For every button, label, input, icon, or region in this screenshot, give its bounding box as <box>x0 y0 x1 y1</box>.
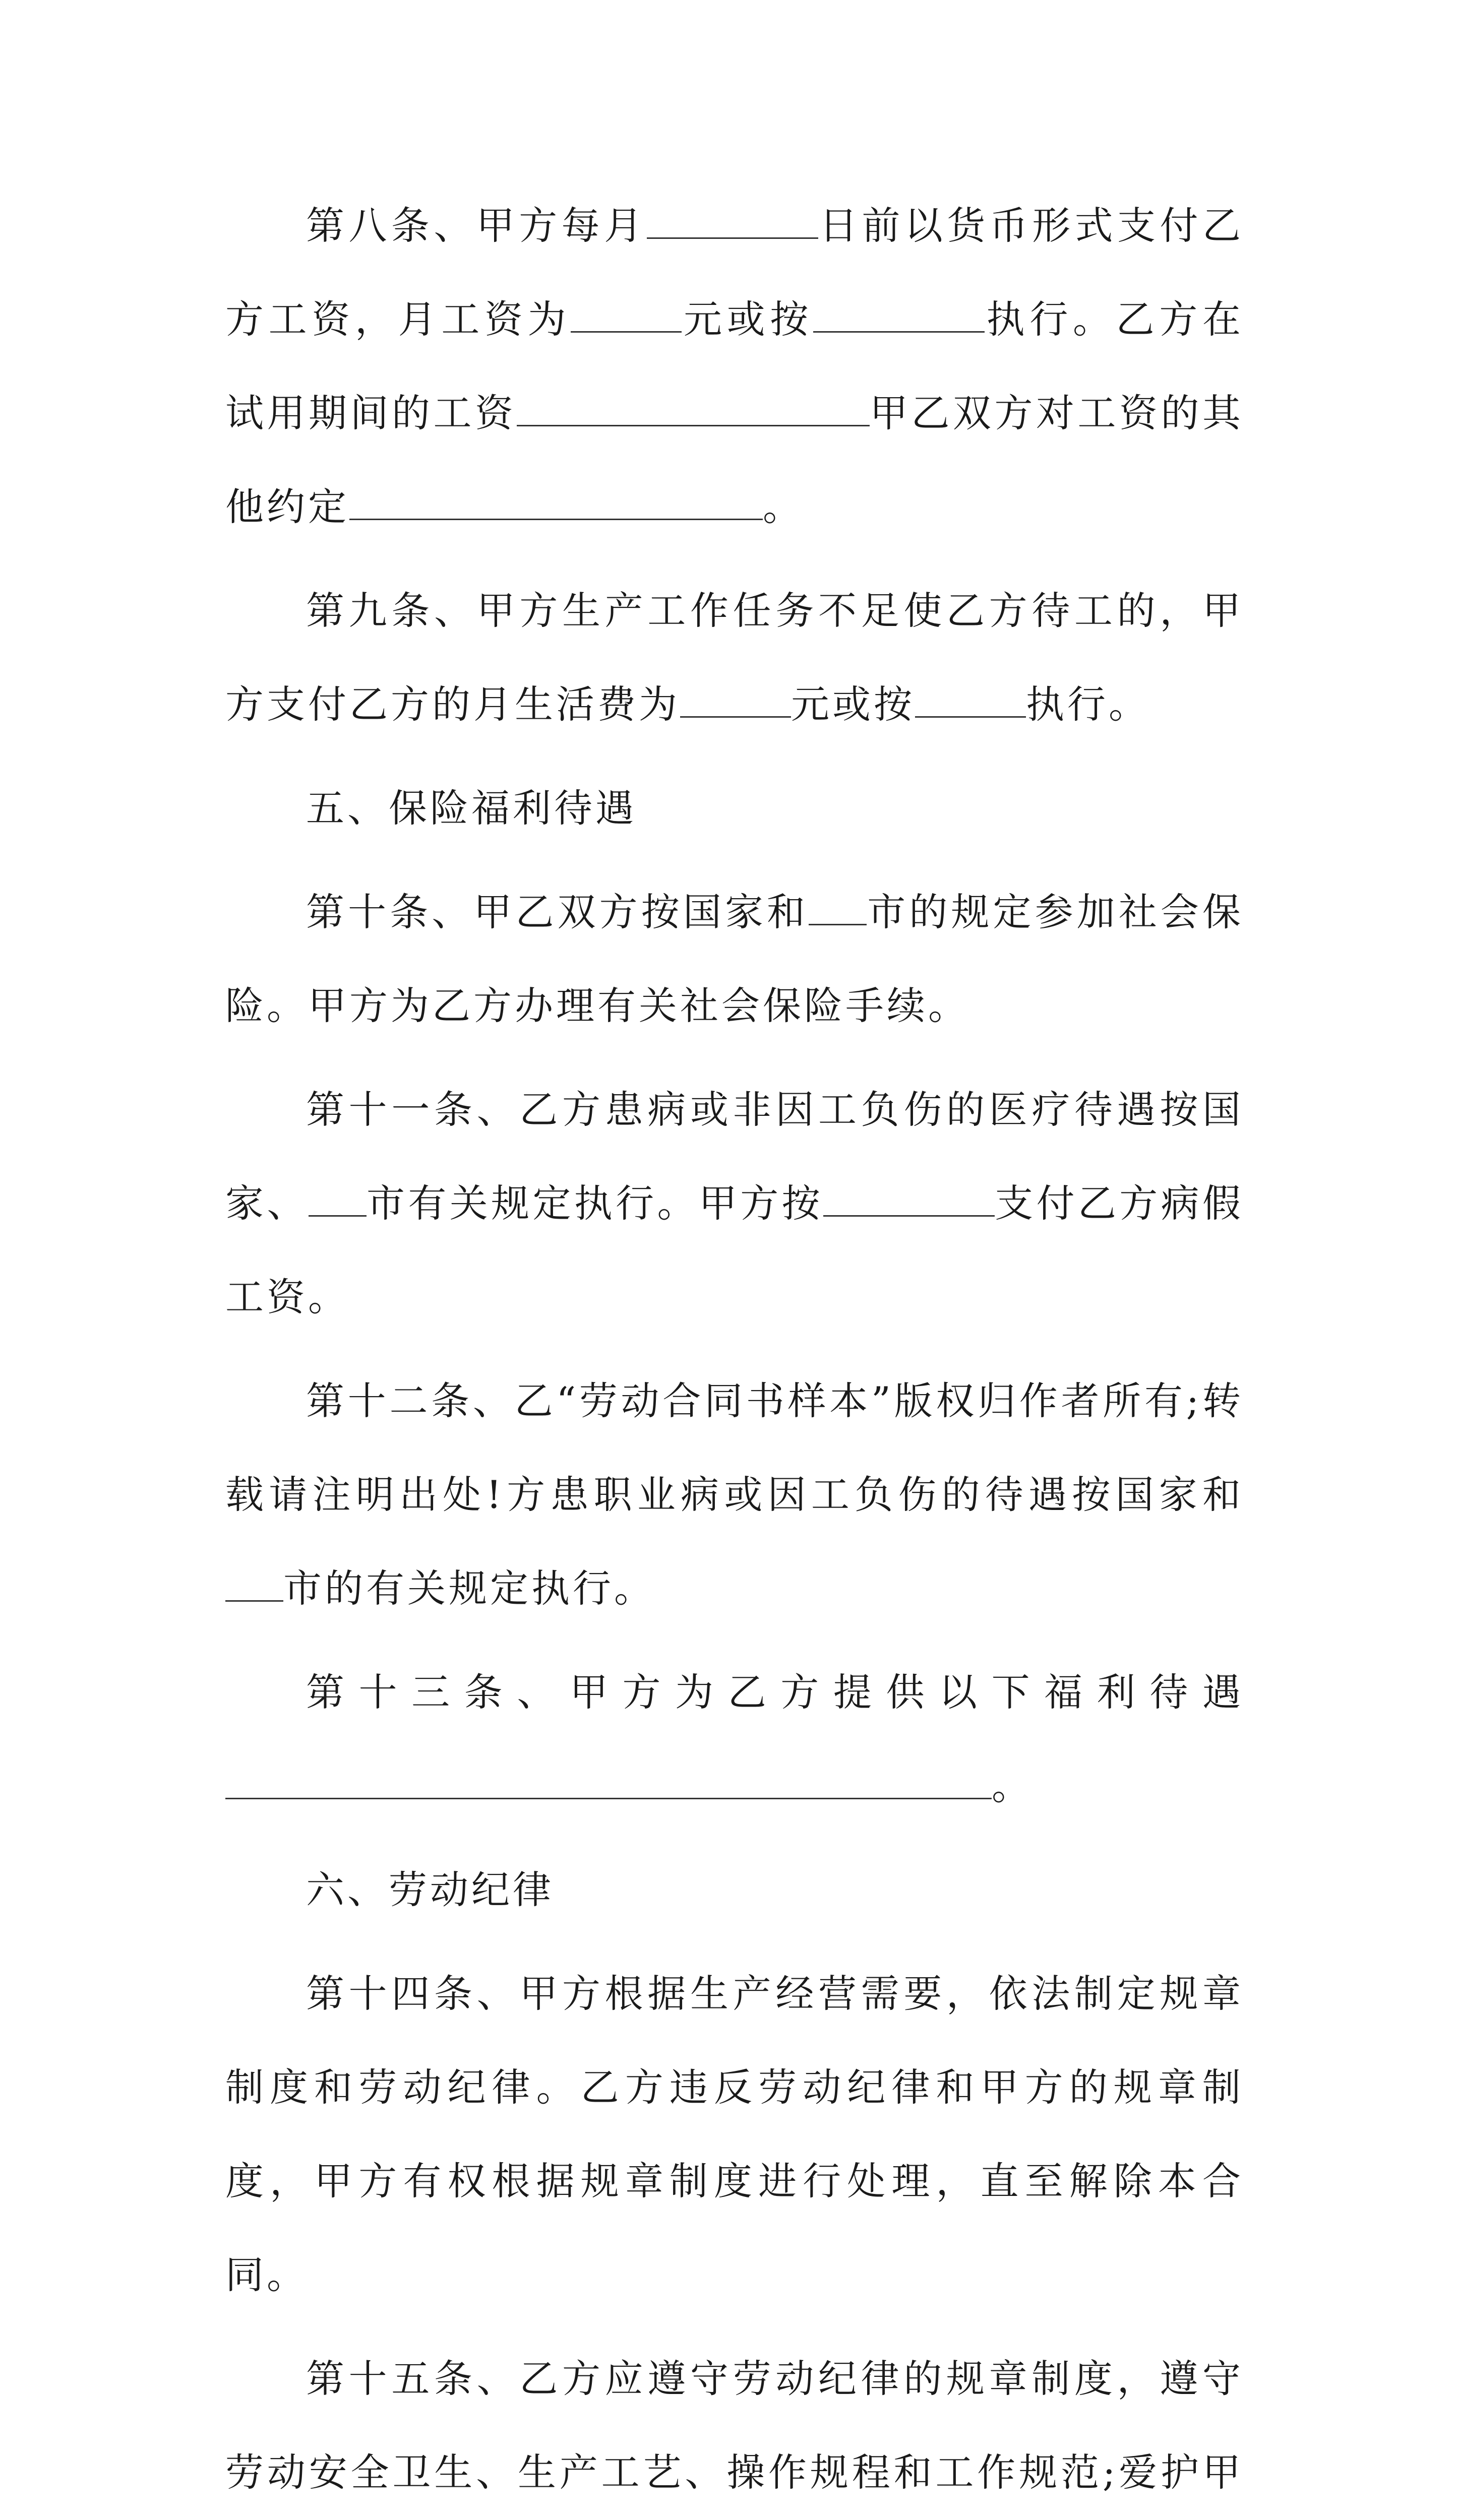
blank-field[interactable] <box>225 1562 283 1602</box>
article-13: 第十三条、甲方为乙方提供以下福利待遇。 <box>225 1646 1244 1833</box>
article-8: 第八条、甲方每月 日前以货币形式支付乙方工资，月工资为 元或按 执行。乙方在试用期间的工资 甲乙双方对工资的其他约定 。 <box>225 179 1244 554</box>
blank-field[interactable] <box>823 1177 995 1217</box>
blank-field[interactable] <box>809 886 867 925</box>
section-heading-discipline: 六、劳动纪律 <box>306 1867 554 1912</box>
blank-field[interactable] <box>813 293 985 333</box>
article-15: 第十五条、乙方应遵守劳动纪律的规章制度，遵守劳动安全卫生、生产工艺、操作规程和工作规范;爱护甲 <box>225 2356 1244 2495</box>
article-11: 第十一条、乙方患病或非因工负伤的医疗待遇按国家、 市有关规定执行。甲方按 支付乙方病假工资。 <box>225 1087 1244 1319</box>
blank-field[interactable] <box>309 1177 367 1217</box>
blank-field[interactable] <box>225 1759 992 1799</box>
article-9: 第九条、甲方生产工作任务不足使乙方待工的，甲方支付乙方的月生活费为 元或按 执行。 <box>225 588 1244 727</box>
blank-field[interactable] <box>571 293 682 333</box>
blank-field[interactable] <box>647 199 818 239</box>
blank-field[interactable] <box>915 678 1026 718</box>
article-10: 第十条、甲乙双方按国家和 市的规定参加社会保险。甲方为乙方办理有关社会保险手续。 <box>225 865 1244 1053</box>
section-heading-insurance: 五、保险福利待遇 <box>306 786 637 831</box>
contract-body <box>225 179 1244 2520</box>
article-14: 第十四条、甲方根据生产经营需要，依法制定规章制度和劳动纪律。乙方违反劳动纪律和甲方的规章制度，甲方有权根据规章制度进行处理，直至解除本合同。 <box>225 1971 1244 2297</box>
article-12: 第十二条、乙“劳动合同书样本”版权归作者所有;转载请注明出处!方患职业病或因工负伤的待遇按国家和市的有关规定执行。 <box>225 1378 1244 1611</box>
blank-field[interactable] <box>680 678 791 718</box>
blank-field[interactable] <box>349 480 763 520</box>
blank-field[interactable] <box>517 387 870 426</box>
